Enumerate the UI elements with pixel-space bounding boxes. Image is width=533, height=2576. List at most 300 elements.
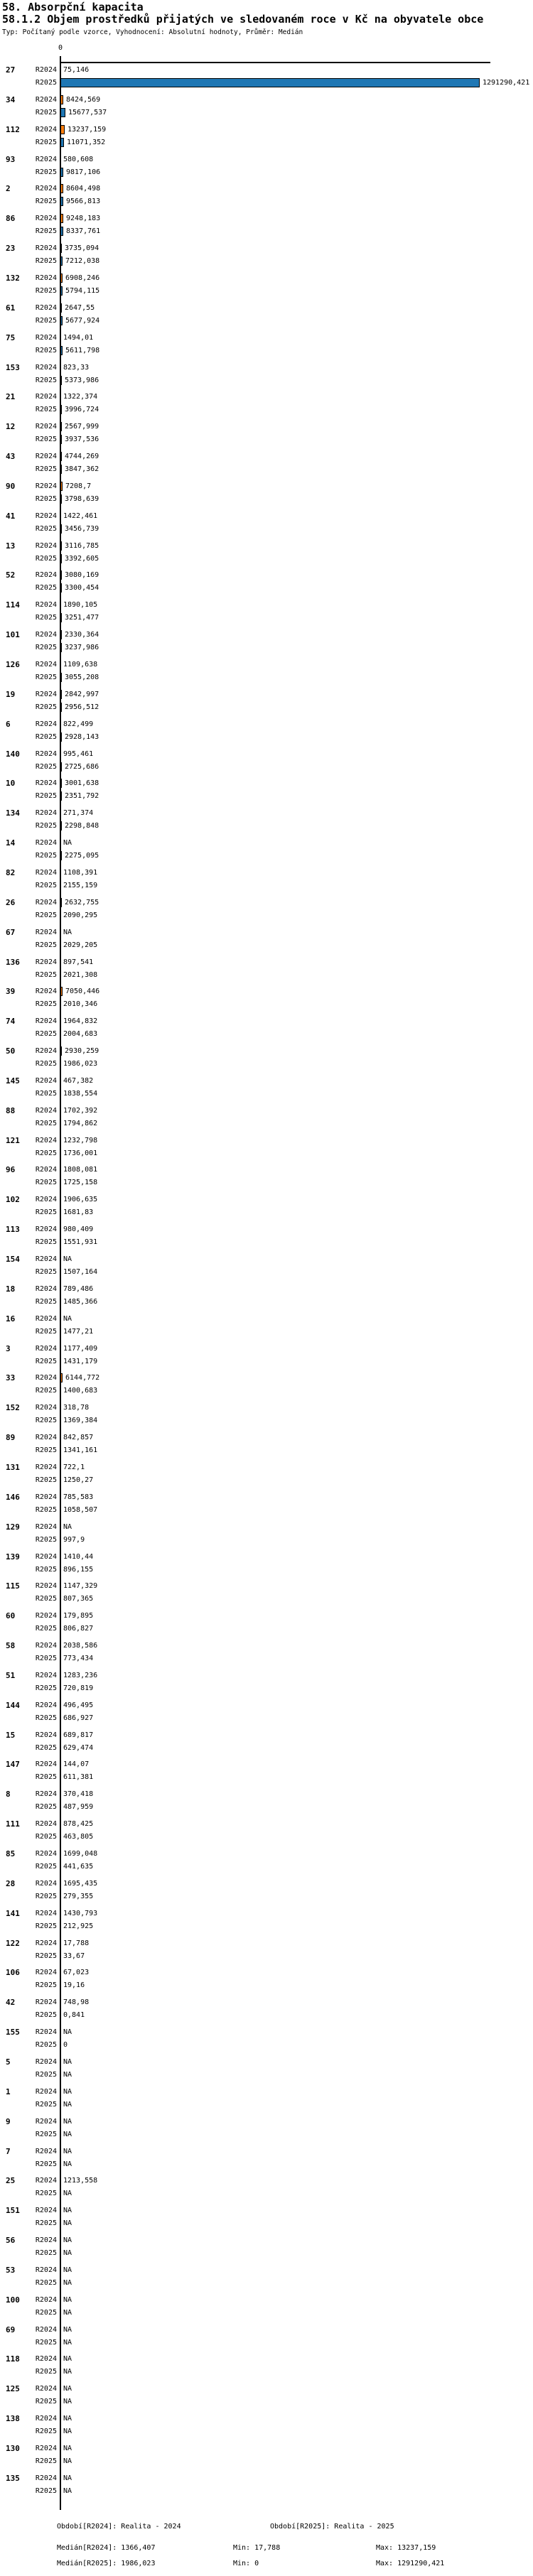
- x-axis-line: [60, 62, 490, 63]
- series-label-r2024: R2024: [35, 2087, 57, 2096]
- chart-row-group: [0, 1878, 533, 1908]
- bar-value-label-r2025: NA: [63, 2278, 72, 2287]
- series-label-r2025: R2025: [35, 881, 57, 889]
- series-label-r2024: R2024: [35, 2415, 57, 2423]
- bar-r2025: [60, 613, 62, 622]
- series-label-r2025: R2025: [35, 1863, 57, 1871]
- series-label-r2025: R2025: [35, 1892, 57, 1900]
- bar-r2025: [60, 821, 62, 830]
- group-id-label: 126: [6, 660, 20, 669]
- chart-row-group: [0, 838, 533, 867]
- group-id-label: 82: [6, 867, 16, 877]
- bar-value-label-r2024: 2038,586: [63, 1642, 98, 1650]
- bar-value-label-r2024: 1213,558: [63, 2177, 98, 2185]
- series-label-r2024: R2024: [35, 1790, 57, 1799]
- group-id-label: 144: [6, 1700, 20, 1710]
- group-id-label: 93: [6, 154, 16, 164]
- series-label-r2025: R2025: [35, 1952, 57, 1960]
- series-label-r2024: R2024: [35, 809, 57, 818]
- bar-value-label-r2025: NA: [63, 2190, 72, 2198]
- bar-value-label-r2025: 1794,862: [63, 1119, 98, 1127]
- chart-row-group: [0, 1016, 533, 1046]
- group-id-label: 136: [6, 957, 20, 967]
- bar-value-label-r2024: NA: [63, 2325, 72, 2334]
- bar-value-label-r2024: 1808,081: [63, 1166, 98, 1174]
- bar-r2025: [60, 227, 63, 236]
- chart-row-group: [0, 362, 533, 392]
- group-id-label: 132: [6, 273, 20, 283]
- bar-value-label-r2024: NA: [63, 2415, 72, 2423]
- bar-r2024: [60, 541, 62, 551]
- bar-value-label-r2024: 7208,7: [65, 482, 92, 490]
- bar-value-label-r2025: 2351,792: [65, 792, 99, 801]
- chart-row-group: [0, 154, 533, 184]
- bar-value-label-r2025: 2090,295: [63, 911, 98, 919]
- bar-value-label-r2025: 8337,761: [66, 227, 101, 236]
- chart-row-group: [0, 986, 533, 1016]
- group-id-label: 25: [6, 2176, 16, 2186]
- bar-value-label-r2025: 212,925: [63, 1922, 94, 1930]
- series-label-r2024: R2024: [35, 363, 57, 372]
- series-label-r2025: R2025: [35, 822, 57, 830]
- summary-max-r2024: Max: 13237,159: [376, 2544, 436, 2552]
- chart-row-group: [0, 1373, 533, 1402]
- chart-row-group: [0, 2295, 533, 2325]
- series-label-r2024: R2024: [35, 1284, 57, 1293]
- group-id-label: 56: [6, 2236, 16, 2246]
- bar-value-label-r2025: 11071,352: [67, 138, 106, 146]
- series-label-r2024: R2024: [35, 333, 57, 342]
- group-id-label: 155: [6, 2028, 20, 2037]
- bar-value-label-r2025: 33,67: [63, 1952, 85, 1960]
- series-label-r2025: R2025: [35, 852, 57, 860]
- series-label-r2025: R2025: [35, 2160, 57, 2168]
- bar-r2025: [60, 703, 62, 712]
- bar-value-label-r2024: 75,146: [63, 66, 90, 74]
- bar-value-label-r2025: NA: [63, 2398, 72, 2406]
- bar-r2025: [60, 435, 62, 444]
- series-label-r2024: R2024: [35, 215, 57, 223]
- series-label-r2025: R2025: [35, 2308, 57, 2317]
- series-label-r2025: R2025: [35, 1208, 57, 1217]
- chart-row-group: [0, 1967, 533, 1997]
- group-id-label: 86: [6, 214, 16, 224]
- group-id-label: 16: [6, 1314, 16, 1324]
- bar-value-label-r2025: 1400,683: [63, 1387, 98, 1395]
- series-label-r2025: R2025: [35, 1417, 57, 1425]
- indicator-subtitle: 58.1.2 Objem prostředků přijatých ve sledovaném roce v Kč na obyvatele obce: [2, 13, 484, 26]
- group-id-label: 39: [6, 987, 16, 997]
- bar-value-label-r2025: 1986,023: [63, 1060, 98, 1068]
- bar-value-label-r2024: 271,374: [63, 809, 94, 818]
- group-id-label: 88: [6, 1105, 16, 1115]
- series-label-r2024: R2024: [35, 1820, 57, 1829]
- summary-period-r2025: Období[R2025]: Realita - 2025: [270, 2523, 394, 2531]
- series-label-r2025: R2025: [35, 1030, 57, 1039]
- series-label-r2025: R2025: [35, 1714, 57, 1722]
- series-label-r2025: R2025: [35, 168, 57, 176]
- chart-row-group: [0, 659, 533, 689]
- bar-r2024: [60, 244, 62, 253]
- chart-row-group: [0, 719, 533, 749]
- bar-r2025: [60, 78, 480, 87]
- series-label-r2024: R2024: [35, 749, 57, 758]
- series-label-r2025: R2025: [35, 197, 57, 206]
- x-axis-zero-tick-label: 0: [58, 44, 63, 52]
- bar-value-label-r2024: 1964,832: [63, 1017, 98, 1026]
- bar-r2025: [60, 256, 63, 266]
- bar-r2024: [60, 125, 65, 134]
- bar-value-label-r2024: NA: [63, 2385, 72, 2393]
- bar-value-label-r2024: 9248,183: [66, 215, 101, 223]
- chart-row-group: [0, 273, 533, 303]
- chart-row-group: [0, 1194, 533, 1224]
- bar-value-label-r2025: 773,434: [63, 1655, 94, 1663]
- bar-value-label-r2025: 279,355: [63, 1892, 94, 1900]
- bar-value-label-r2025: 1507,164: [63, 1268, 98, 1276]
- series-label-r2025: R2025: [35, 2486, 57, 2495]
- series-label-r2024: R2024: [35, 1998, 57, 2007]
- series-label-r2024: R2024: [35, 2385, 57, 2393]
- bar-value-label-r2024: NA: [63, 2355, 72, 2364]
- group-id-label: 21: [6, 392, 16, 402]
- bar-r2025: [60, 732, 62, 742]
- bar-value-label-r2025: 1341,161: [63, 1446, 98, 1455]
- series-label-r2025: R2025: [35, 1357, 57, 1365]
- series-label-r2024: R2024: [35, 95, 57, 104]
- bar-value-label-r2024: 2330,364: [65, 631, 99, 639]
- group-id-label: 14: [6, 838, 16, 848]
- group-id-label: 135: [6, 2473, 20, 2483]
- chart-row-group: [0, 2265, 533, 2295]
- series-label-r2025: R2025: [35, 79, 57, 87]
- group-id-label: 2: [6, 184, 11, 194]
- bar-value-label-r2024: 878,425: [63, 1820, 94, 1829]
- bar-value-label-r2025: 1485,366: [63, 1297, 98, 1306]
- bar-value-label-r2024: 6908,246: [65, 274, 100, 282]
- group-id-label: 134: [6, 808, 20, 818]
- page-title: 58. Absorpční kapacita: [2, 1, 144, 13]
- series-label-r2024: R2024: [35, 1879, 57, 1888]
- bar-value-label-r2025: NA: [63, 2428, 72, 2436]
- chart-row-group: [0, 1819, 533, 1849]
- bar-value-label-r2025: 1369,384: [63, 1417, 98, 1425]
- bar-r2025: [60, 851, 62, 860]
- series-label-r2025: R2025: [35, 1238, 57, 1247]
- group-id-label: 147: [6, 1760, 20, 1770]
- group-id-label: 102: [6, 1195, 20, 1205]
- series-label-r2025: R2025: [35, 2368, 57, 2376]
- series-label-r2025: R2025: [35, 1327, 57, 1336]
- bar-value-label-r2024: 2842,997: [65, 690, 99, 698]
- series-label-r2024: R2024: [35, 1255, 57, 1263]
- summary-period-r2024: Období[R2024]: Realita - 2024: [57, 2523, 181, 2531]
- series-label-r2024: R2024: [35, 1493, 57, 1501]
- chart-row-group: [0, 2354, 533, 2383]
- series-label-r2025: R2025: [35, 2011, 57, 2020]
- chart-row-group: [0, 2175, 533, 2205]
- bar-value-label-r2025: 1058,507: [63, 1505, 98, 1514]
- group-id-label: 61: [6, 303, 16, 313]
- bar-r2025: [60, 346, 63, 355]
- chart-row-group: [0, 65, 533, 94]
- chart-row-group: [0, 1135, 533, 1165]
- series-label-r2024: R2024: [35, 1552, 57, 1561]
- bar-r2024: [60, 630, 62, 639]
- group-id-label: 8: [6, 1790, 11, 1800]
- series-label-r2025: R2025: [35, 286, 57, 295]
- series-label-r2024: R2024: [35, 1850, 57, 1858]
- bar-r2025: [60, 286, 63, 296]
- chart-row-group: [0, 927, 533, 957]
- series-label-r2025: R2025: [35, 2130, 57, 2138]
- bar-r2025: [60, 108, 65, 117]
- bar-value-label-r2025: 2010,346: [63, 1000, 98, 1009]
- chart-row-group: [0, 1997, 533, 2027]
- group-id-label: 15: [6, 1730, 16, 1740]
- group-id-label: 114: [6, 600, 20, 610]
- series-label-r2024: R2024: [35, 482, 57, 490]
- bar-r2025: [60, 583, 62, 592]
- series-label-r2024: R2024: [35, 779, 57, 788]
- bar-value-label-r2024: 822,499: [63, 720, 94, 728]
- bar-value-label-r2024: NA: [63, 1255, 72, 1263]
- series-label-r2025: R2025: [35, 435, 57, 444]
- bar-value-label-r2025: 1250,27: [63, 1476, 94, 1484]
- chart-row-group: [0, 213, 533, 243]
- group-id-label: 19: [6, 689, 16, 699]
- chart-row-group: [0, 1730, 533, 1760]
- group-id-label: 139: [6, 1552, 20, 1562]
- bar-value-label-r2025: 5611,798: [65, 346, 100, 355]
- bar-value-label-r2024: 370,418: [63, 1790, 94, 1799]
- bar-r2025: [60, 791, 62, 801]
- chart-row-group: [0, 1849, 533, 1878]
- bar-value-label-r2024: NA: [63, 2236, 72, 2245]
- bar-value-label-r2025: 1725,158: [63, 1179, 98, 1187]
- bar-value-label-r2025: 441,635: [63, 1863, 94, 1871]
- bar-value-label-r2024: 1494,01: [63, 333, 94, 342]
- series-label-r2025: R2025: [35, 406, 57, 414]
- bar-value-label-r2025: 3798,639: [65, 494, 99, 503]
- chart-row-group: [0, 2087, 533, 2116]
- series-label-r2025: R2025: [35, 1535, 57, 1544]
- group-id-label: 10: [6, 779, 16, 789]
- series-label-r2024: R2024: [35, 1196, 57, 1204]
- group-id-label: 69: [6, 2325, 16, 2334]
- series-label-r2025: R2025: [35, 2219, 57, 2228]
- series-label-r2024: R2024: [35, 2147, 57, 2155]
- bar-value-label-r2024: 4744,269: [65, 453, 99, 461]
- chart-row-group: [0, 183, 533, 213]
- bar-value-label-r2024: 980,409: [63, 1225, 94, 1234]
- bar-value-label-r2024: 1109,638: [63, 661, 98, 669]
- bar-value-label-r2025: NA: [63, 2338, 72, 2347]
- group-id-label: 112: [6, 124, 20, 134]
- chart-row-group: [0, 629, 533, 659]
- series-label-r2025: R2025: [35, 644, 57, 652]
- chart-row-group: [0, 600, 533, 629]
- group-id-label: 50: [6, 1046, 16, 1056]
- series-label-r2024: R2024: [35, 303, 57, 312]
- series-label-r2024: R2024: [35, 2445, 57, 2452]
- chart-row-group: [0, 570, 533, 600]
- bar-value-label-r2025: 3996,724: [65, 406, 99, 414]
- group-id-label: 34: [6, 94, 16, 104]
- chart-row-group: [0, 2205, 533, 2235]
- bar-value-label-r2024: 2647,55: [65, 303, 95, 312]
- chart-row-group: [0, 1492, 533, 1522]
- bar-value-label-r2025: NA: [63, 2308, 72, 2317]
- bar-value-label-r2025: 2004,683: [63, 1030, 98, 1039]
- group-id-label: 111: [6, 1819, 20, 1829]
- series-label-r2025: R2025: [35, 2338, 57, 2347]
- bar-value-label-r2024: 7050,446: [65, 987, 100, 996]
- series-label-r2024: R2024: [35, 1374, 57, 1382]
- bar-value-label-r2025: 19,16: [63, 1981, 85, 1990]
- bar-value-label-r2024: NA: [63, 1314, 72, 1323]
- chart-row-group: [0, 808, 533, 838]
- series-label-r2024: R2024: [35, 244, 57, 253]
- series-label-r2025: R2025: [35, 1446, 57, 1455]
- group-id-label: 153: [6, 362, 20, 372]
- bar-value-label-r2024: NA: [63, 2147, 72, 2155]
- series-label-r2024: R2024: [35, 1701, 57, 1709]
- group-id-label: 151: [6, 2206, 20, 2216]
- bar-value-label-r2024: 1430,793: [63, 1909, 98, 1917]
- series-label-r2024: R2024: [35, 839, 57, 848]
- bar-value-label-r2025: NA: [63, 2249, 72, 2258]
- bar-value-label-r2025: 15677,537: [68, 108, 107, 117]
- bar-value-label-r2024: 8604,498: [66, 185, 101, 193]
- bar-value-label-r2024: 1147,329: [63, 1582, 98, 1591]
- summary-min-r2024: Min: 17,788: [233, 2544, 281, 2552]
- bar-r2024: [60, 987, 63, 996]
- bar-value-label-r2024: 995,461: [63, 749, 94, 758]
- chart-row-group: [0, 2027, 533, 2057]
- bar-r2025: [60, 405, 62, 414]
- bar-value-label-r2025: 2956,512: [65, 703, 99, 711]
- bar-r2024: [60, 422, 62, 431]
- bar-value-label-r2024: 2567,999: [65, 423, 99, 431]
- group-id-label: 28: [6, 1878, 16, 1888]
- series-label-r2024: R2024: [35, 1582, 57, 1591]
- bar-value-label-r2024: 689,817: [63, 1731, 94, 1739]
- series-label-r2024: R2024: [35, 1166, 57, 1174]
- bar-value-label-r2025: 806,827: [63, 1625, 94, 1633]
- bar-value-label-r2025: NA: [63, 2100, 72, 2109]
- chart-row-group: [0, 243, 533, 273]
- group-id-label: 141: [6, 1908, 20, 1918]
- bar-value-label-r2024: 789,486: [63, 1284, 94, 1293]
- bar-value-label-r2024: NA: [63, 928, 72, 936]
- series-label-r2025: R2025: [35, 1387, 57, 1395]
- series-label-r2024: R2024: [35, 2028, 57, 2037]
- group-id-label: 96: [6, 1165, 16, 1175]
- group-id-label: 129: [6, 1522, 20, 1532]
- series-label-r2024: R2024: [35, 631, 57, 639]
- bar-value-label-r2024: 1699,048: [63, 1850, 98, 1858]
- group-id-label: 121: [6, 1135, 20, 1145]
- series-label-r2025: R2025: [35, 1000, 57, 1009]
- summary-min-r2025: Min: 0: [233, 2560, 259, 2567]
- series-label-r2025: R2025: [35, 2398, 57, 2406]
- bar-value-label-r2024: 1410,44: [63, 1552, 94, 1561]
- bar-value-label-r2024: 467,382: [63, 1076, 94, 1085]
- bar-value-label-r2024: NA: [63, 2028, 72, 2037]
- bar-value-label-r2024: 1906,635: [63, 1196, 98, 1204]
- series-label-r2024: R2024: [35, 1225, 57, 1234]
- bar-r2024: [60, 95, 63, 104]
- series-label-r2025: R2025: [35, 1179, 57, 1187]
- series-label-r2025: R2025: [35, 1595, 57, 1603]
- bar-value-label-r2025: 5794,115: [65, 286, 100, 295]
- series-label-r2024: R2024: [35, 1939, 57, 1947]
- bar-value-label-r2024: 1283,236: [63, 1671, 98, 1679]
- series-label-r2025: R2025: [35, 1684, 57, 1692]
- group-id-label: 146: [6, 1492, 20, 1502]
- series-label-r2024: R2024: [35, 601, 57, 610]
- bar-r2025: [60, 376, 62, 385]
- bar-value-label-r2024: 8424,569: [66, 95, 101, 104]
- series-label-r2024: R2024: [35, 2177, 57, 2185]
- chart-row-group: [0, 2325, 533, 2354]
- chart-row-group: [0, 541, 533, 570]
- group-id-label: 23: [6, 244, 16, 254]
- bar-value-label-r2024: 748,98: [63, 1998, 90, 2007]
- bar-value-label-r2024: NA: [63, 2474, 72, 2482]
- group-id-label: 41: [6, 511, 16, 521]
- bar-value-label-r2024: 6144,772: [65, 1374, 100, 1382]
- bar-value-label-r2024: 1890,105: [63, 601, 98, 610]
- bar-value-label-r2025: 1838,554: [63, 1089, 98, 1098]
- series-label-r2025: R2025: [35, 1922, 57, 1930]
- series-label-r2025: R2025: [35, 673, 57, 681]
- series-label-r2025: R2025: [35, 1089, 57, 1098]
- chart-row-group: [0, 1046, 533, 1076]
- chart-row-group: [0, 124, 533, 154]
- bar-value-label-r2024: 3735,094: [65, 244, 99, 253]
- series-label-r2025: R2025: [35, 1981, 57, 1990]
- bar-value-label-r2025: 9566,813: [66, 197, 101, 206]
- series-label-r2024: R2024: [35, 2057, 57, 2066]
- series-label-r2024: R2024: [35, 512, 57, 520]
- chart-row-group: [0, 1938, 533, 1968]
- bar-value-label-r2025: 3392,605: [65, 554, 99, 563]
- chart-row-group: [0, 1462, 533, 1492]
- series-label-r2024: R2024: [35, 2207, 57, 2215]
- group-id-label: 125: [6, 2384, 20, 2394]
- series-label-r2025: R2025: [35, 1268, 57, 1276]
- chart-row-group: [0, 1700, 533, 1730]
- series-label-r2024: R2024: [35, 1047, 57, 1056]
- bar-r2024: [60, 214, 63, 223]
- series-label-r2024: R2024: [35, 928, 57, 936]
- group-id-label: 53: [6, 2265, 16, 2275]
- series-label-r2025: R2025: [35, 554, 57, 563]
- bar-value-label-r2025: 1681,83: [63, 1208, 94, 1217]
- chart-row-group: [0, 1552, 533, 1581]
- bar-value-label-r2024: 13237,159: [68, 125, 107, 134]
- series-label-r2025: R2025: [35, 2249, 57, 2258]
- bar-chart: [0, 65, 533, 2509]
- bar-value-label-r2024: NA: [63, 2445, 72, 2452]
- chart-row-group: [0, 2235, 533, 2265]
- chart-row-group: [0, 1432, 533, 1462]
- bar-value-label-r2024: 1108,391: [63, 868, 98, 877]
- bar-r2024: [60, 1373, 63, 1382]
- bar-value-label-r2025: 3847,362: [65, 465, 99, 474]
